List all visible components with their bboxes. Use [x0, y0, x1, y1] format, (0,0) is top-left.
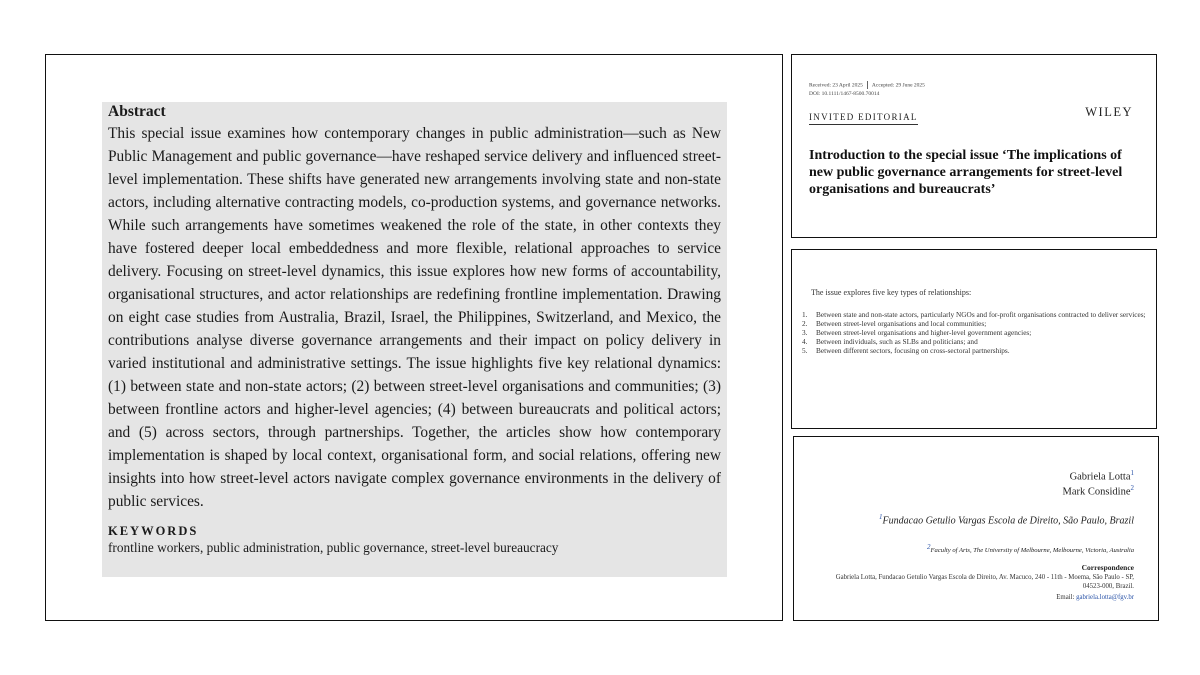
list-item: [802, 319, 1154, 328]
list-item-text: Between different sectors, focusing on cross-sectoral partnerships.: [816, 346, 1010, 355]
authors-panel: [793, 436, 1159, 621]
author-name-text: Mark Considine: [1062, 486, 1131, 498]
accepted-date: Accepted: 29 June 2025: [871, 82, 925, 89]
list-item-number: 4.: [802, 337, 808, 346]
publisher-logo: WILEY: [1085, 105, 1133, 119]
affiliation-text: Faculty of Arts, The University of Melbourne, Melbourne, Victoria, Australia: [930, 547, 1134, 555]
list-item-text: Between individuals, such as SLBs and politicians; and: [816, 337, 978, 346]
list-item-number: 3.: [802, 328, 808, 337]
title-panel: [791, 54, 1157, 238]
list-item: [802, 328, 1154, 337]
email-label: Email:: [1056, 594, 1075, 601]
affiliation: [927, 543, 1134, 554]
abstract-box: [102, 102, 727, 577]
keywords-heading: KEYWORDS: [108, 524, 199, 538]
meta-separator: [867, 81, 868, 89]
list-item-text: Between street-level organisations and higher-level government agencies;: [816, 328, 1032, 337]
affiliation-text: Fundacao Getulio Vargas Escola de Direito, São Paulo, Brazil: [882, 515, 1134, 527]
list-item: [802, 310, 1154, 319]
list-item: [802, 346, 1154, 355]
dates-line: [809, 81, 925, 89]
affiliation-marker: 2: [927, 543, 931, 551]
correspondence-email-line: [1056, 594, 1134, 601]
author-affil-marker: 2: [1130, 484, 1134, 492]
author-name: [1063, 482, 1134, 499]
section-label: INVITED EDITORIAL: [809, 112, 918, 125]
received-date: Received: 23 April 2025: [809, 82, 863, 89]
list-item-number: 1.: [802, 310, 808, 319]
doi-line: DOI: 10.1111/1467-8500.70014: [809, 91, 880, 97]
list-item-number: 2.: [802, 319, 808, 328]
correspondence-text: Gabriela Lotta, Fundacao Getulio Vargas Escola de Direito, Av. Macuco, 240 - 11th - Moema, São Paulo - SP, 04523-000, Brazil.: [835, 574, 1134, 590]
email-link[interactable]: gabriela.lotta@fgv.br: [1076, 594, 1134, 601]
author-name-text: Gabriela Lotta: [1069, 471, 1131, 483]
relationships-list: [802, 310, 1154, 355]
correspondence-heading: Correspondence: [1081, 563, 1134, 572]
relationships-panel: [791, 249, 1157, 429]
abstract-panel: [45, 54, 783, 621]
list-intro: The issue explores five key types of relationships:: [811, 288, 972, 297]
list-item-text: Between street-level organisations and local communities;: [816, 319, 987, 328]
author-affil-marker: 1: [1130, 469, 1134, 477]
list-item: [802, 337, 1154, 346]
list-item-text: Between state and non-state actors, particularly NGOs and for-profit organisations contracted to deliver services;: [816, 310, 1146, 319]
paper-title: Introduction to the special issue ‘The implications of new public governance arrangements for street-level organisations and bureaucrats’: [809, 148, 1123, 197]
list-item-number: 5.: [802, 346, 808, 355]
abstract-heading: Abstract: [108, 103, 166, 120]
keywords-text: frontline workers, public administration, public governance, street-level bureaucracy: [108, 540, 559, 555]
affiliation-marker: 1: [879, 513, 883, 521]
abstract-text: This special issue examines how contemporary changes in public administration—such as New Public Management and public governance—have reshaped service delivery and influenced street-level implementation. These shifts have generated new arrangements involving state and non-state actors, including alternative contracting models, co-production systems, and governance networks. While such arrangements have sometimes weakened the role of the state, in other contexts they have fostered deeper local embeddedness and more flexible, relational approaches to service delivery. Focusing on street-level dynamics, this issue explores how new forms of accountability, organisational structures, and actor relationships are redefining frontline implementation. Drawing on eight case studies from Australia, Brazil, Israel, the Philippines, Switzerland, and Mexico, the contributions analyse diverse governance arrangements and their impact on policy delivery in varied institutional and administrative settings. The issue highlights five key relational dynamics: (1) between state and non-state actors; (2) between street-level organisations and communities; (3) between frontline actors and higher-level agencies; (4) between bureaucrats and political actors; and (5) across sectors, through partnerships. Together, the articles show how contemporary implementation is shaped by local context, organisational form, and social relations, offering new insights into how street-level actors navigate complex governance environments in the delivery of public services.: [108, 125, 721, 510]
affiliation: [879, 513, 1134, 526]
